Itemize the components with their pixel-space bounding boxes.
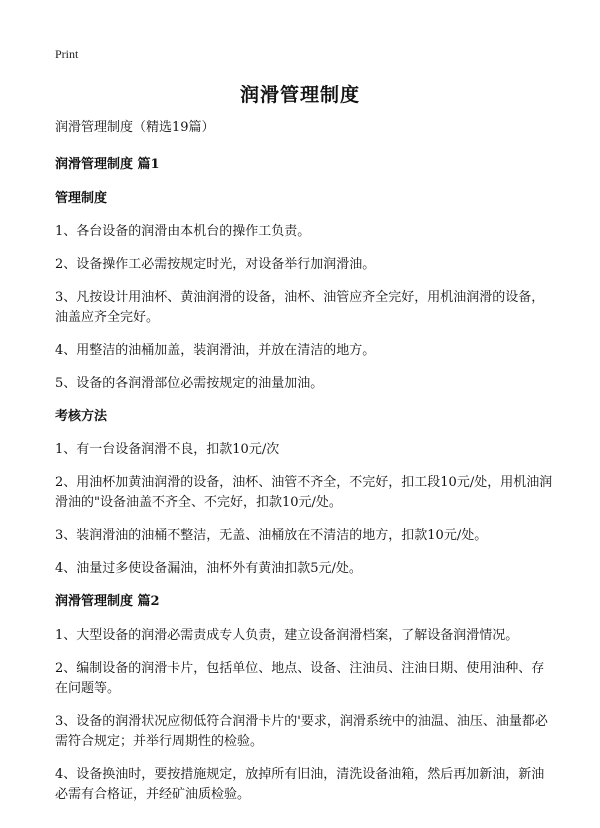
article-heading-2: 润滑管理制度 篇2 [55,594,160,609]
article-2-item: 4、设备换油时，要按措施规定，放掉所有旧油，清洗设备油箱，然后再加新油，新油必需有合格证，并经矿油质检验。 [55,767,545,802]
page-title: 润滑管理制度 [239,84,360,106]
print-link[interactable]: Print [55,47,79,61]
article-heading-1: 润滑管理制度 篇1 [55,157,160,172]
section-heading-assessment: 考核方法 [55,409,108,424]
management-rule: 4、用整洁的油桶加盖，装润滑油，并放在清洁的地方。 [55,343,376,358]
assessment-rule: 4、油量过多使设备漏油，油杯外有黄油扣款5元/处。 [55,561,362,576]
assessment-rule: 3、装润滑油的油桶不整洁，无盖、油桶放在不清洁的地方，扣款10元/处。 [55,528,488,543]
assessment-rule: 2、用油杯加黄油润滑的设备，油杯、油管不齐全，不完好，扣工段10元/处，用机油润滑油的"设备油盖不齐全、不完好，扣款10元/处。 [55,475,553,510]
management-rule: 3、凡按设计用油杯、黄油润滑的设备，油杯、油管应齐全完好，用机油润滑的设备，油盖应齐全完好。 [55,290,545,325]
article-2-item: 1、大型设备的润滑必需责成专人负责，建立设备润滑档案，了解设备润滑情况。 [55,628,519,643]
article-2-item: 2、编制设备的润滑卡片，包括单位、地点、设备、注油员、注油日期、使用油种、存在问题等。 [55,661,545,696]
article-2-item: 3、设备的润滑状况应彻低符合润滑卡片的'要求，润滑系统中的油温、油压、油量都必需符合规定；并举行周期性的检验。 [55,714,548,749]
section-heading-management: 管理制度 [55,191,108,206]
management-rule: 1、各台设备的润滑由本机台的操作工负责。 [55,224,311,239]
document-body [55,118,555,818]
management-rule: 5、设备的各润滑部位必需按规定的油量加油。 [55,376,324,391]
assessment-rule: 1、有一台设备润滑不良，扣款10元/次 [55,442,280,457]
management-rule: 2、设备操作工必需按规定时光，对设备举行加润滑油。 [55,257,376,272]
document-subtitle: 润滑管理制度（精选19篇） [55,120,215,135]
